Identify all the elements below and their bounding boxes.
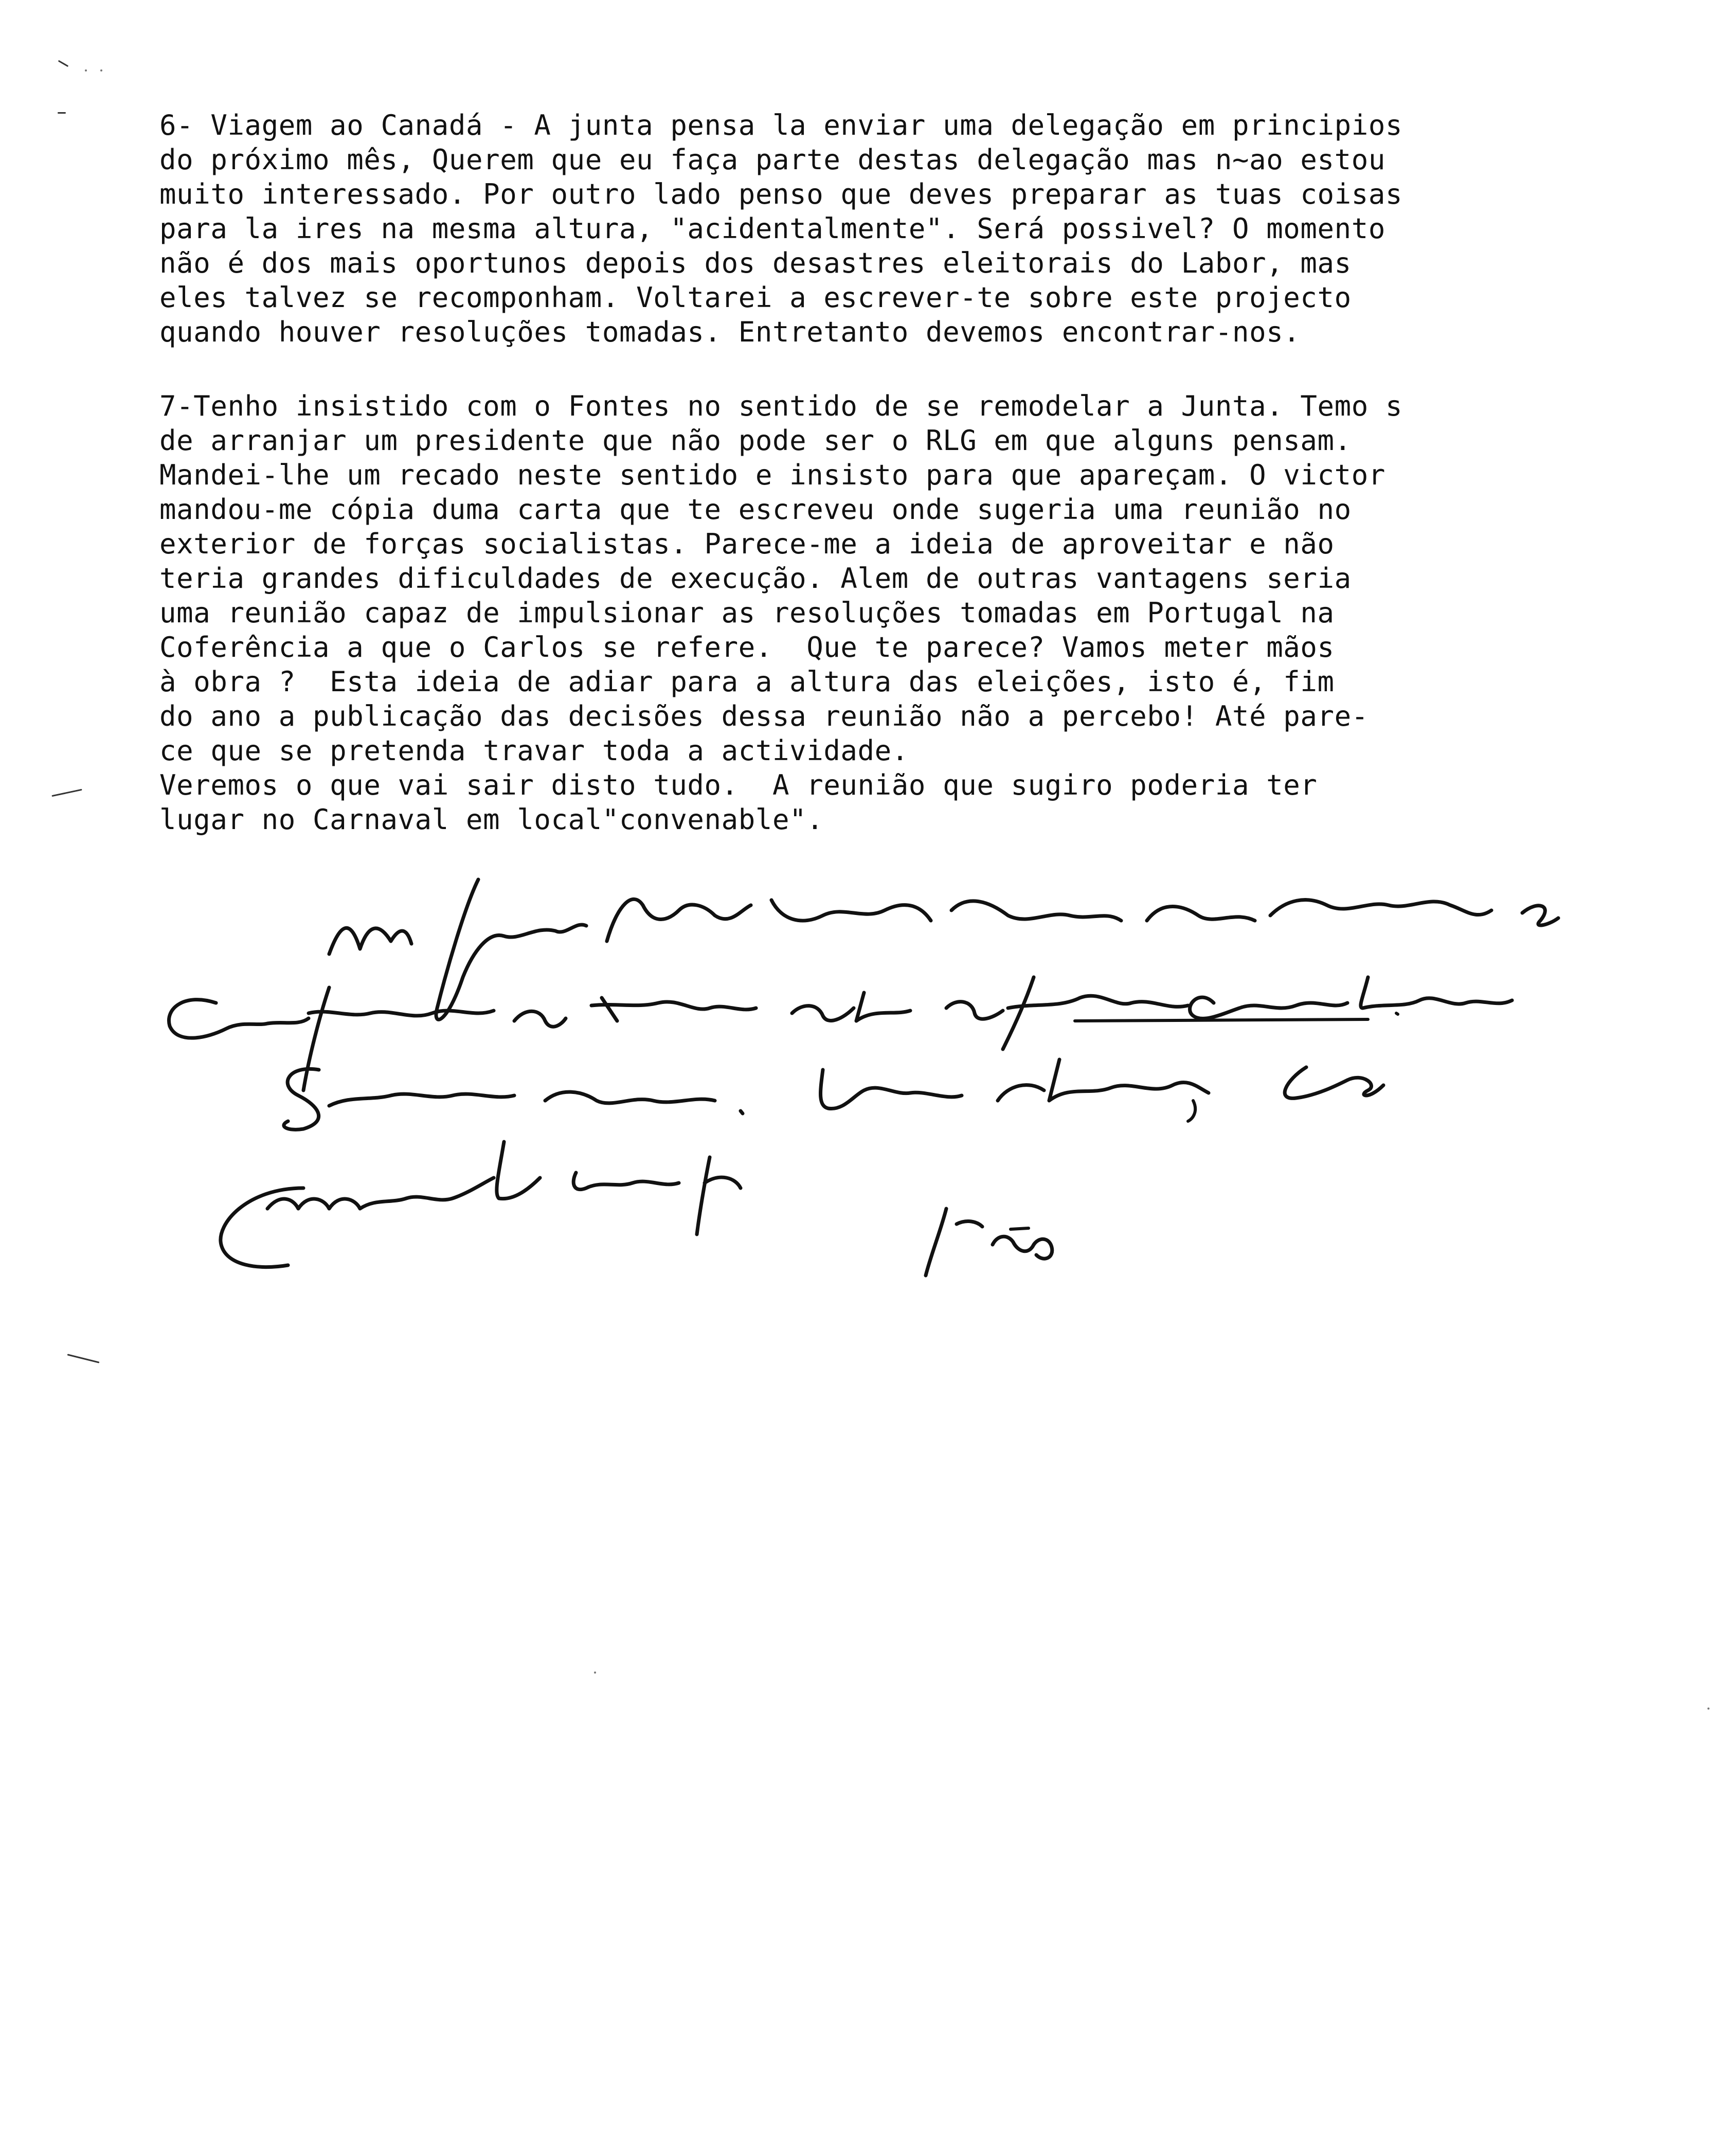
handwriting-stroke bbox=[1522, 906, 1558, 925]
handwriting-stroke bbox=[998, 1059, 1209, 1101]
handwriting-stroke bbox=[545, 1092, 715, 1103]
paragraph-7-line: Mandei-lhe um recado neste sentido e insisto para que apareçam. O victor bbox=[159, 459, 1385, 491]
handwriting-stroke bbox=[1147, 907, 1255, 921]
paragraph-6-line: quando houver resoluções tomadas. Entretanto devemos encontrar-nos. bbox=[159, 316, 1301, 348]
handwriting-stroke bbox=[607, 899, 751, 941]
margin-mark-upper bbox=[58, 112, 66, 114]
paragraph-6-line: eles talvez se recomponham. Voltarei a escrever-te sobre este projecto bbox=[159, 281, 1352, 314]
paragraph-6 bbox=[159, 108, 1666, 349]
paragraph-7-line: uma reunião capaz de impulsionar as resoluções tomadas em Portugal na bbox=[159, 597, 1335, 629]
handwriting-underline bbox=[1075, 1019, 1368, 1021]
paragraph-6-line: do próximo mês, Querem que eu faça parte destas delegação mas n~ao estou bbox=[159, 143, 1385, 176]
paragraph-7-line: à obra ? Esta ideia de adiar para a altura das eleições, isto é, fim bbox=[159, 666, 1335, 698]
handwriting-stroke bbox=[591, 998, 756, 1021]
handwriting-stroke bbox=[1190, 997, 1347, 1018]
handwriting-stroke bbox=[514, 1011, 566, 1027]
signature-stroke bbox=[993, 1236, 1052, 1259]
signature-stroke bbox=[1011, 1228, 1029, 1229]
paragraph-7-line: teria grandes dificuldades de execução. Alem de outras vantagens seria bbox=[159, 562, 1352, 595]
paragraph-7-line: 7-Tenho insistido com o Fontes no sentido de se remodelar a Junta. Temo s bbox=[159, 390, 1403, 422]
handwriting-stroke bbox=[1188, 1101, 1195, 1121]
paragraph-7-line: Veremos o que vai sair disto tudo. A reunião que sugiro poderia ter bbox=[159, 769, 1318, 801]
handwriting-stroke bbox=[946, 1002, 1003, 1019]
handwriting-stroke bbox=[1285, 1067, 1383, 1098]
margin-speck bbox=[85, 69, 87, 71]
margin-speck bbox=[100, 69, 102, 71]
paragraph-7 bbox=[159, 389, 1666, 837]
margin-mark-top bbox=[58, 60, 69, 67]
handwriting-stroke bbox=[1003, 977, 1188, 1049]
paragraph-6-line: não é dos mais oportunos depois dos desastres eleitorais do Labor, mas bbox=[159, 247, 1352, 279]
paragraph-6-line: 6- Viagem ao Canadá - A junta pensa la enviar uma delegação em principios bbox=[159, 109, 1403, 141]
handwriting-stroke bbox=[951, 901, 1121, 921]
margin-mark-middle bbox=[51, 789, 82, 797]
page-speck bbox=[1707, 1708, 1709, 1710]
paragraph-7-line: exterior de forças socialistas. Parece-me a ideia de aproveitar e não bbox=[159, 528, 1335, 560]
paragraph-6-line: muito interessado. Por outro lado penso que deves preparar as tuas coisas bbox=[159, 178, 1403, 210]
margin-mark-lower bbox=[67, 1354, 100, 1363]
handwriting-stroke bbox=[436, 879, 586, 1019]
paragraph-7-line: de arranjar um presidente que não pode ser o RLG em que alguns pensam. bbox=[159, 424, 1352, 457]
paragraph-7-line: ce que se pretenda travar toda a actividade. bbox=[159, 734, 909, 767]
paragraph-7-line: do ano a publicação das decisões dessa reunião não a percebo! Até pare- bbox=[159, 700, 1369, 732]
paragraph-7-line: lugar no Carnaval em local"convenable". bbox=[159, 803, 824, 836]
handwriting-stroke bbox=[1361, 977, 1512, 1008]
paragraph-7-line: mandou-me cópia duma carta que te escreveu onde sugeria uma reunião no bbox=[159, 493, 1352, 526]
handwriting-stroke bbox=[329, 928, 411, 954]
signature-stroke bbox=[926, 1209, 982, 1275]
handwriting-period bbox=[741, 1111, 743, 1113]
handwriting-stroke bbox=[573, 1157, 741, 1234]
handwriting-stroke bbox=[284, 1069, 514, 1129]
handwriting-stroke bbox=[303, 987, 494, 1090]
paragraph-6-line: para la ires na mesma altura, "acidentalmente". Será possivel? O momento bbox=[159, 212, 1385, 245]
handwriting-stroke bbox=[221, 1188, 303, 1267]
handwriting-stroke bbox=[169, 1000, 309, 1038]
handwriting-period bbox=[1396, 1013, 1398, 1014]
page-speck bbox=[594, 1672, 596, 1674]
handwriting-stroke bbox=[792, 993, 910, 1021]
handwriting-stroke bbox=[821, 1070, 962, 1109]
handwriting-stroke bbox=[771, 900, 931, 921]
handwriting-stroke bbox=[267, 1142, 540, 1209]
handwriting-stroke bbox=[1270, 900, 1491, 915]
paragraph-7-line: Coferência a que o Carlos se refere. Que te parece? Vamos meter mãos bbox=[159, 631, 1335, 663]
